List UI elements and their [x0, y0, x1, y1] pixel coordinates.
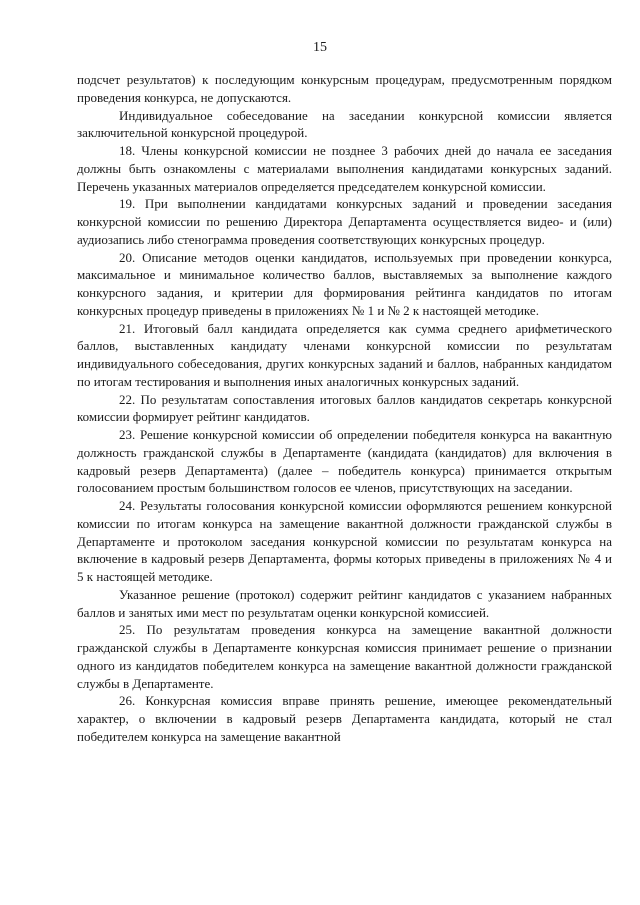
- paragraph-20: 20. Описание методов оценки кандидатов, используемых при проведении конкурса, максимальное и минимальное количество баллов, выставляемых за выполнение каждого конкурсного задания, и критерии для формирования рейтинга кандидатов по итогам конкурсных процедур приведены в приложениях № 1 и № 2 к настоящей методике.: [77, 249, 612, 318]
- page-number: 15: [313, 40, 327, 55]
- paragraph-26: 26. Конкурсная комиссия вправе принять решение, имеющее рекомендательный характер, о включении в кадровый резерв Департамента кандидата, который не стал победителем конкурса на замещение вакантной: [77, 693, 612, 744]
- paragraph-19: 19. При выполнении кандидатами конкурсных заданий и проведении заседания конкурсной комиссии по решению Директора Департамента осуществляется видео- и (или) аудиозапись либо стенограмма проведения соответствующих конкурсных процедур.: [77, 196, 612, 247]
- document-body: [77, 71, 612, 746]
- paragraph-18: 18. Члены конкурсной комиссии не позднее 3 рабочих дней до начала ее заседания должны быть ознакомлены с материалами выполнения кандидатами конкурсных заданий. Перечень указанных материалов определяется председателем конкурсной комиссии.: [77, 143, 612, 194]
- paragraph-continuation: подсчет результатов) к последующим конкурсным процедурам, предусмотренным порядком проведения конкурса, не допускаются.: [77, 72, 612, 105]
- paragraph-interview: Индивидуальное собеседование на заседании конкурсной комиссии является заключительной конкурсной процедурой.: [77, 107, 612, 141]
- paragraph-24: 24. Результаты голосования конкурсной комиссии оформляются решением конкурсной комиссии по итогам конкурса на замещение вакантной должности гражданской службы в Департаменте и протоколом заседания конкурсной комиссии по результатам конкурса на включение в кадровый резерв Департамента, формы которых приведены в приложениях № 4 и 5 к настоящей методике.: [77, 498, 612, 584]
- paragraph-decision-note: Указанное решение (протокол) содержит рейтинг кандидатов с указанием набранных баллов и занятых ими мест по результатам оценки конкурсной комиссией.: [77, 586, 612, 620]
- paragraph-22: 22. По результатам сопоставления итоговых баллов кандидатов секретарь конкурсной комиссии формирует рейтинг кандидатов.: [77, 391, 612, 425]
- paragraph-21: 21. Итоговый балл кандидата определяется как сумма среднего арифметического баллов, выставленных кандидату членами конкурсной комиссии по результатам индивидуального собеседования, других конкурсных заданий и баллов, набранных кандидатом по итогам тестирования и выполнения иных аналогичных конкурсных заданий.: [77, 320, 612, 389]
- paragraph-25: 25. По результатам проведения конкурса на замещение вакантной должности гражданской службы в Департаменте конкурсная комиссия принимает решение о признании одного из кандидатов победителем конкурса на замещение вакантной должности гражданской службы в Департаменте.: [77, 622, 612, 691]
- paragraph-23: 23. Решение конкурсной комиссии об определении победителя конкурса на вакантную должность гражданской службы в Департаменте (кандидата (кандидатов) для включения в кадровый резерв Департамента) (далее – победитель конкурса) принимается открытым голосованием простым большинством голосов ее членов, присутствующих на заседании.: [77, 427, 612, 496]
